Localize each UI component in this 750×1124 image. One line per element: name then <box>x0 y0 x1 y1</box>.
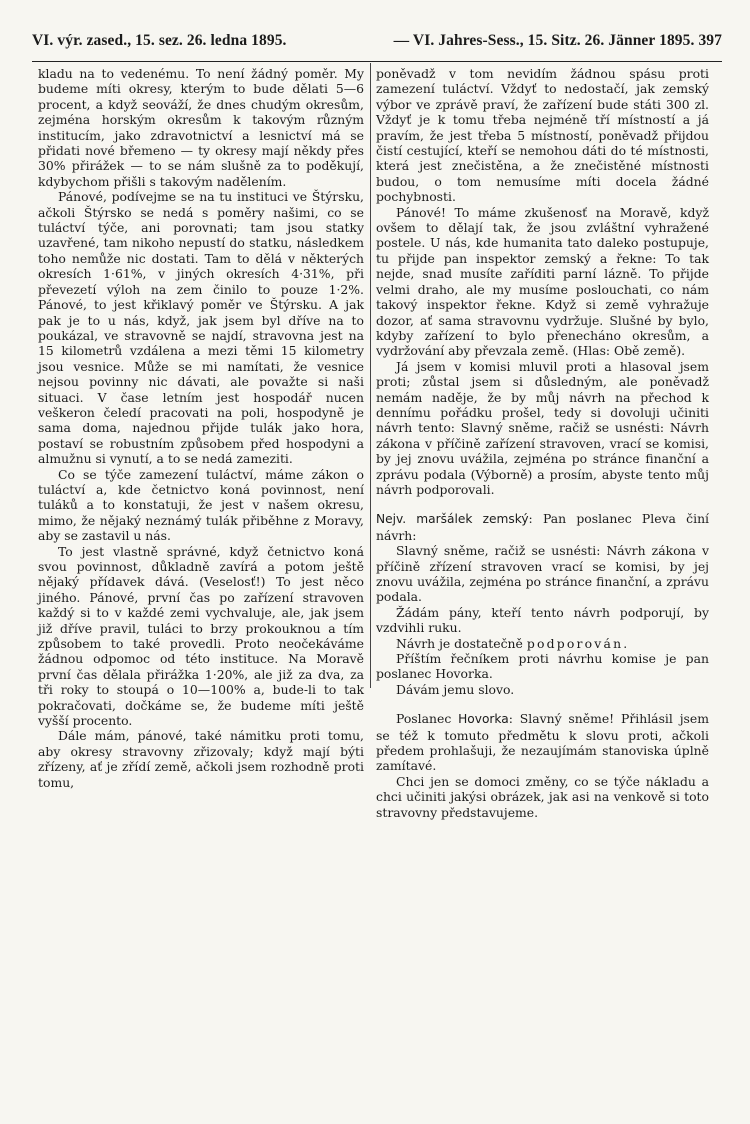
speaker-paragraph <box>376 711 709 774</box>
speaker-prefix: Poslanec <box>396 711 459 727</box>
paragraph: Dávám jemu slovo. <box>396 681 515 697</box>
paragraph: To jest vlastně správné, když četnictvo koná svou povinnost, důkladně zavírá a potom ještě nějaký přídavek dává. (Veselosť!) To jest něco jiného. Pánové, první čas po zařízení stravoven každý si to v každé zemi vychvaluje, ale, jak jsem již dříve pravil, tuláci to brzy prokouknou a tím způsobem to také provedli. Proto neočekáváme žádnou odpomoc od této instituce. Na Moravě první čas dělala přirážka 1·20%, ale již za dva, za tři roky to stoupá o 10—100% a, bude-li to tak pokračovati, dočkáme se, že budeme míti ještě vyšší procento. <box>38 543 364 729</box>
header-czech: VI. výr. zased., 15. sez. 26. ledna 1895. <box>32 32 287 49</box>
speaker-name: Hovorka <box>458 712 509 727</box>
paragraph: Žádám pány, kteří tento návrh podporují, by vzdvihli ruku. <box>376 604 709 636</box>
speaker-text: : Pan poslanec Pleva činí návrh: <box>376 511 710 543</box>
speaker-paragraph <box>376 511 709 543</box>
motion-spaced: podporován. <box>526 635 630 651</box>
motion-text: Návrh je dostatečně <box>396 635 527 651</box>
paragraph: Pánové, podívejme se na tu instituci ve Štýrsku, ačkoli Štýrsko se nedá s poměry našimi, co se tuláctví týče, ani porovnati; tam jsou statky uzavřené, tam nikoho nepustí do statku, následkem toho nemůže nic dostati. Tam to dělá v některých okresích 1·61%, v jiných okresích 4·31%, při převezetí výloh na zem činilo to pouze 1·2%. Pánové, to jest křiklavý poměr ve Štýrsku. A jak pak je to u nás, když, jak jsem byl dříve na to poukázal, ve stravovně se najdí, stravovna jest na 15 kilometrů vzdálena a mezi těmi 15 kilometry jsou vesnice. Může se mi namítati, že vesnice nejsou povinny nic dávati, ale považte si naši situaci. V čase letním jest hospodář nucen veškeron čeledí pracovati na poli, hospodyně je sama doma, najednou přijde tulák jako hora, postaví se robustním způsobem před hospodyni a almužnu si vynutí, a to se nedá zameziti. <box>38 189 364 467</box>
left-column <box>38 66 364 790</box>
paragraph: kladu na to vedenému. To není žádný poměr. My budeme míti okresy, kterým to bude dělati 5—6 procent, a když seováží, že dnes chudým okresům, zejména horským okresům k takovým různým institucím, jako zdravotnictví a lesnictví má se přidati nové břemeno — ty okresy mají někdy přes 30% přirážek — to se nám slušně za to poděkují, kdybychom přišli s takovým nadělením. <box>38 66 364 189</box>
paragraph: Já jsem v komisi mluvil proti a hlasoval jsem proti; zůstal jsem si důsledným, ale poněvadž nemám naděje, že by můj návrh na přechod k dennímu pořádku prošel, tedy si dovoluji učiniti návrh tento: Slavný sněme, račiž se usnésti: Návrh zákona v příčině zařízení stravoven, vrací se komisi, by jej znovu uvážila, zejména po stránce finanční a zprávu podala (Výborně) a prosím, abyste tento můj návrh podporovali. <box>376 358 709 497</box>
speaker-name: Nejv. maršálek zemský <box>376 512 529 527</box>
paragraph: Chci jen se domoci změny, co se týče nákladu a chci učiniti jakýsi obrázek, jak asi na venkově si toto stravovny představujeme. <box>376 773 709 820</box>
paragraph: Dále mám, pánové, také námitku proti tomu, aby okresy stravovny zřizovaly; když mají býti zřízeny, ať je zřídí země, ačkoli jsem rozhodně proti tomu, <box>38 728 364 790</box>
paragraph <box>376 636 709 651</box>
column-divider <box>370 63 371 688</box>
paragraph: Co se týče zamezení tuláctví, máme zákon o tuláctví a, kde četnictvo koná povinnost, není tuláků a to konstatuji, že jest v našem okresu, mimo, že nějaký neznámý tulák přiběhne z Moravy, aby se zastavil u nás. <box>38 466 364 544</box>
paragraph: Příštím řečníkem proti návrhu komise je pan poslanec Hovorka. <box>376 651 709 682</box>
running-header <box>32 28 722 54</box>
speaker-text: : Slavný sněme! Přihlásil jsem se též k tomuto předmětu k slovu proti, ačkoli předem prohlašuji, že nezaujímám stanoviska úplně zamítavé. <box>376 711 709 774</box>
paragraph: poněvadž v tom nevidím žádnou spásu proti zamezení tuláctví. Vždyť to nedostačí, jak zemský výbor ve zprávě praví, že zařízení bude státi 300 zl. Vždyť je k tomu třeba nejméně tří místností a já pravím, že jest třeba 5 místností, poněvadž přijdou čistí cestující, kteří se nemohou dáti do té místnosti, která jest znečistěna, a že znečistěné místnosti budou, o tom nemusíme míti docela žádné pochybnosti. <box>376 66 709 205</box>
header-rule <box>32 61 722 62</box>
paragraph: Slavný sněme, račiž se usnésti: Návrh zákona v příčině zřízení stravoven vrací se komisi, by jej znovu uvážila, zejména po stránce finanční, a zprávu podala. <box>376 543 709 605</box>
right-column <box>376 66 709 820</box>
header-german: — VI. Jahres-Sess., 15. Sitz. 26. Jänner 1895. 397 <box>393 32 722 49</box>
paragraph: Pánové! To máme zkušenosť na Moravě, když ovšem to dělají tak, že jsou zvláštní vyhražené postele. U nás, kde humanita tato daleko postupuje, tu přijde pan inspektor zemský a řekne: To tak nejde, snad musíte zaříditi parní lázně. To přijde velmi draho, ale my musíme poslouchati, co nám takový inspektor řekne. Když si země vyhražuje dozor, ať sama stravovnu vydržuje. Slušné by bylo, kdyby zařízení to bylo přenecháno okresům, a vydržování aby převzala země. (Hlas: Obě země). <box>376 204 709 359</box>
